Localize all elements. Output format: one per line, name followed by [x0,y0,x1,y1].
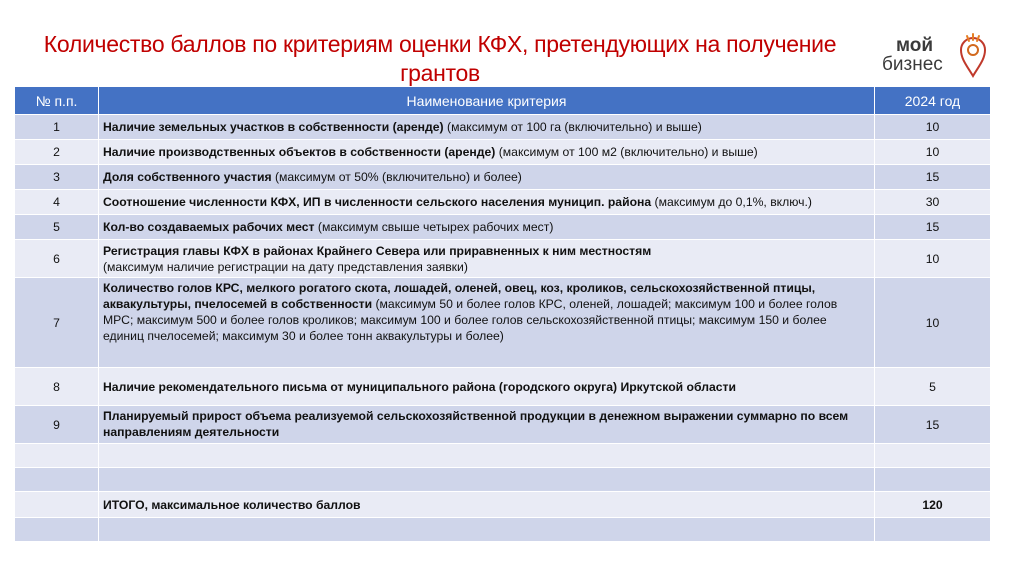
table-row [15,406,991,444]
table-row-empty [15,468,991,492]
table-row [15,215,991,240]
total-value: 120 [875,492,991,518]
column-header-year: 2024 год [875,87,991,115]
table-header-row [15,87,991,115]
row-number: 6 [15,240,99,278]
criterion-cell [99,165,875,190]
table-row [15,165,991,190]
score-cell: 15 [875,406,991,444]
criterion-detail: (максимум до 0,1%, включ.) [651,195,812,209]
row-number: 5 [15,215,99,240]
criterion-detail: (максимум от 100 га (включительно) и выше) [443,120,702,134]
criterion-detail: (максимум 50 и более голов КРС, оленей, лошадей; максимум 100 и более голов МРС; максимум 500 и более голов кроликов; максимум 100 и более голов сельскохозяйственной птицы; максимум 150 и более единиц пчелосемей; максимум 30 и более тонн аквакультуры и более) [103,297,838,343]
criterion-detail: (максимум наличие регистрации на дату представления заявки) [103,259,468,274]
logo-line-2: бизнес [882,54,943,75]
criterion-detail: (максимум свыше четырех рабочих мест) [314,220,554,234]
score-cell: 10 [875,278,991,368]
criterion-title: Соотношение численности КФХ, ИП в численности сельского населения муницип. района [103,195,652,209]
table-row [15,368,991,406]
row-number: 4 [15,190,99,215]
criterion-cell [99,215,875,240]
row-number: 7 [15,278,99,368]
criterion-title: Наличие земельных участков в собственности (аренде) [103,120,444,134]
table-row [15,140,991,165]
criterion-cell [99,406,875,444]
table-row [15,278,991,368]
table-row [15,190,991,215]
criterion-cell [99,115,875,140]
criterion-title: Регистрация главы КФХ в районах Крайнего Севера или приравненных к ним местностям [103,243,652,258]
score-cell: 15 [875,215,991,240]
criterion-title: Кол-во создаваемых рабочих мест [103,220,315,234]
criterion-cell [99,278,875,368]
moy-biznes-logo [882,36,992,84]
row-number: 2 [15,140,99,165]
score-cell: 10 [875,240,991,278]
criterion-title: Доля собственного участия [103,170,272,184]
score-cell: 10 [875,115,991,140]
table-row [15,240,991,278]
criterion-cell [99,240,875,278]
column-header-number: № п.п. [15,87,99,115]
table-row-empty [15,518,991,542]
score-cell: 30 [875,190,991,215]
score-cell: 10 [875,140,991,165]
row-number: 8 [15,368,99,406]
criterion-cell [99,368,875,406]
criteria-table [14,86,991,542]
criterion-title: Наличие производственных объектов в собственности (аренде) [103,145,496,159]
logo-line-1: мой [896,35,934,56]
criterion-cell [99,140,875,165]
score-cell: 15 [875,165,991,190]
criterion-cell [99,190,875,215]
table-row [15,115,991,140]
row-number: 1 [15,115,99,140]
total-label: ИТОГО, максимальное количество баллов [99,492,875,518]
total-row [15,492,991,518]
criterion-title: Количество голов КРС, мелкого рогатого скота, лошадей, оленей, овец, коз, кроликов, сельскохозяйственной птицы, аквакультуры, пчелосемей в собственности [103,281,816,311]
score-cell: 5 [875,368,991,406]
page-title: Количество баллов по критериям оценки КФХ, претендующих на получение грантов [43,31,837,86]
criterion-detail: (максимум от 100 м2 (включительно) и выше) [495,145,758,159]
criterion-title: Планируемый прирост объема реализуемой сельскохозяйственной продукции в денежном выражении суммарно по всем направлениям деятельности [103,409,849,439]
table-row-empty [15,444,991,468]
column-header-criterion: Наименование критерия [99,87,875,115]
criterion-detail: (максимум от 50% (включительно) и более) [271,170,522,184]
row-number: 9 [15,406,99,444]
pin-icon [958,32,988,78]
row-number: 3 [15,165,99,190]
criterion-title: Наличие рекомендательного письма от муниципального района (городского округа) Иркутской области [103,379,736,394]
